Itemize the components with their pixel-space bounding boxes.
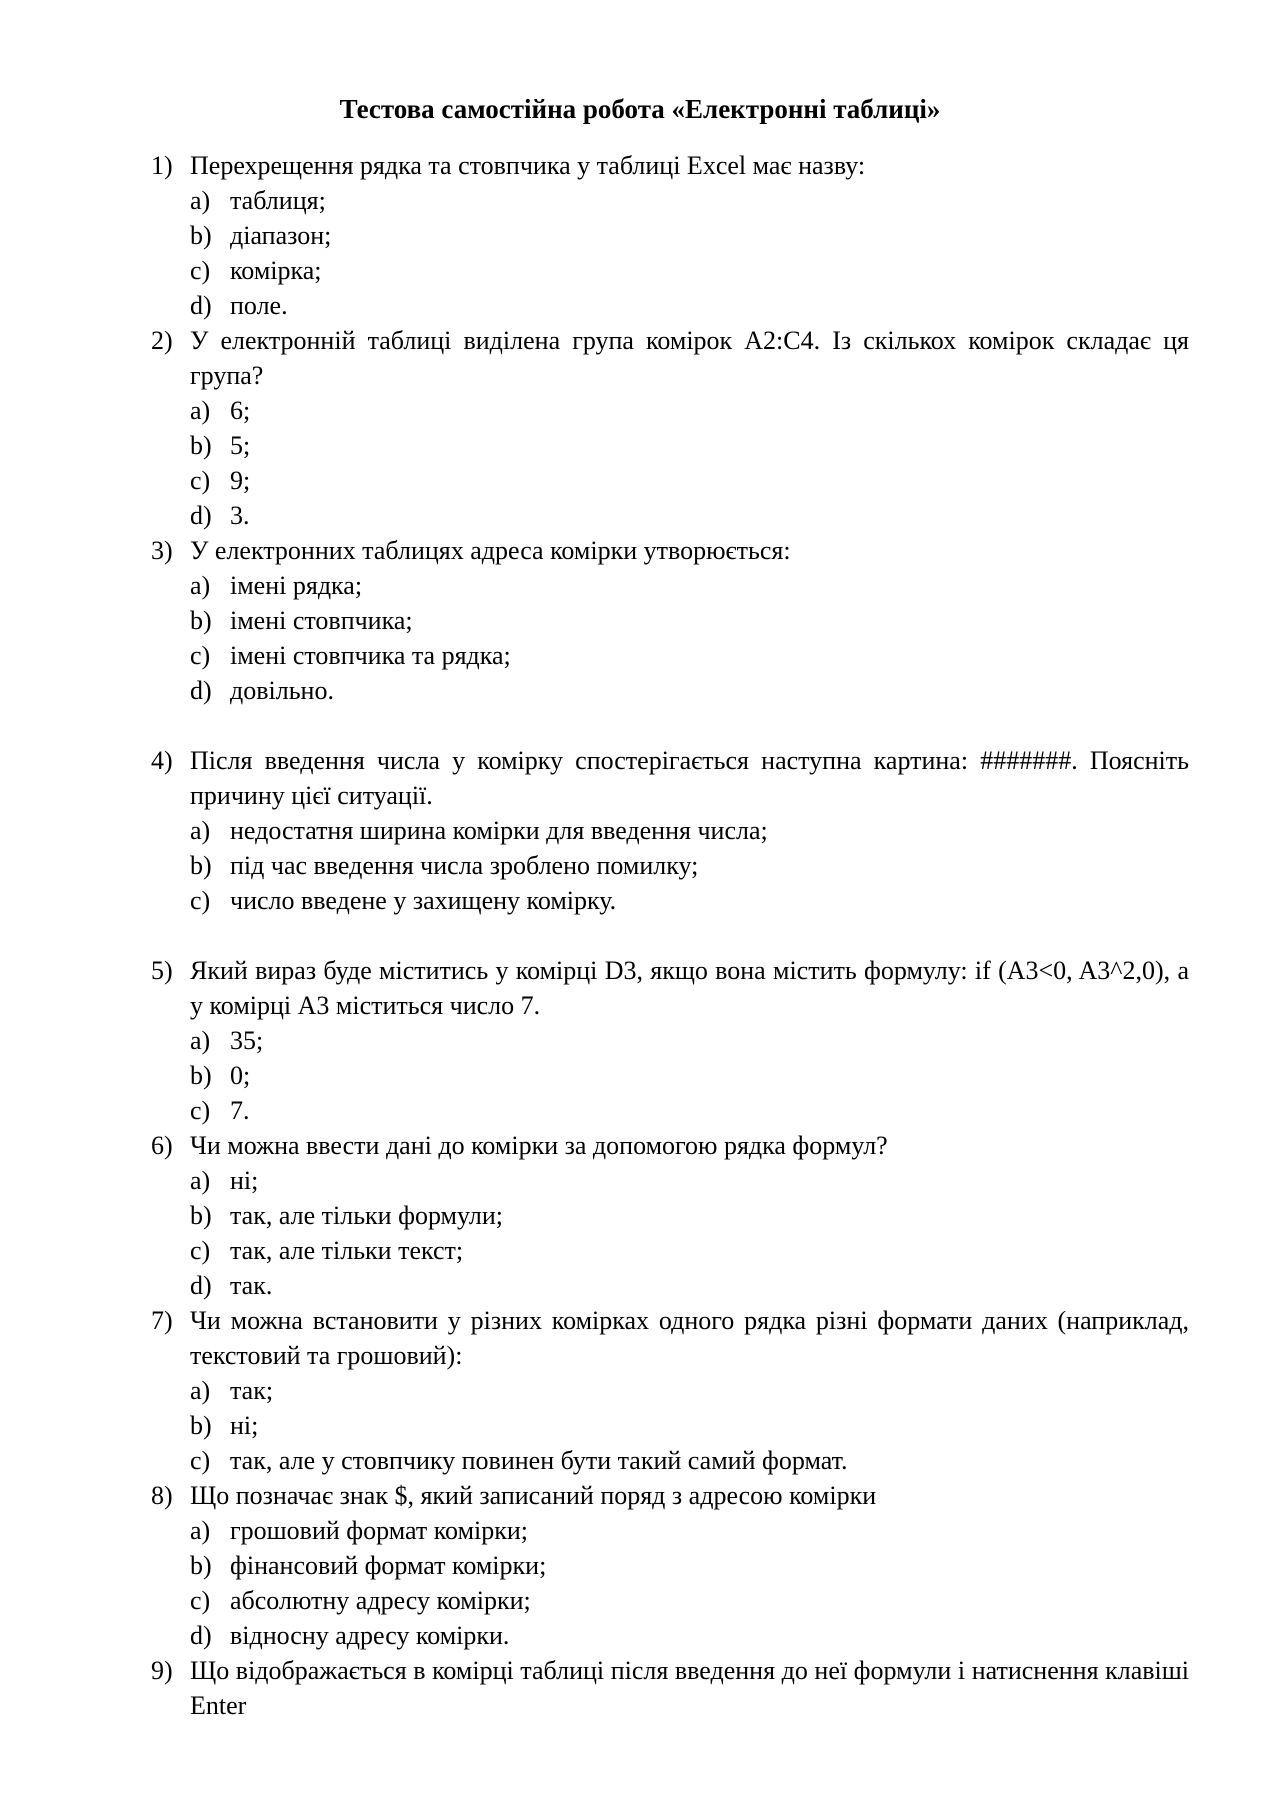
- answer-option: [190, 1618, 1189, 1653]
- option-letter: d): [190, 291, 212, 320]
- question-6: [151, 1128, 1189, 1303]
- answer-option: [190, 1163, 1189, 1198]
- question-text: Що відображається в комірці таблиці після введення до неї формули і натиснення клавіші Enter: [190, 1656, 1189, 1720]
- option-text: 7.: [230, 1096, 250, 1125]
- option-letter: c): [190, 1236, 211, 1265]
- option-text: відносну адресу комірки.: [230, 1621, 510, 1650]
- question-text: Після введення числа у комірку спостерігається наступна картина: #######. Поясніть причину цієї ситуації.: [190, 746, 1189, 810]
- question-text: Що позначає знак $, який записаний поряд з адресою комірки: [190, 1481, 877, 1510]
- answer-option: [190, 428, 1189, 463]
- question-number: 1): [151, 151, 173, 180]
- option-letter: b): [190, 1061, 212, 1090]
- option-text: фінансовий формат комірки;: [230, 1551, 547, 1580]
- question-8: [151, 1478, 1189, 1653]
- option-letter: a): [190, 571, 211, 600]
- answer-option: [190, 848, 1189, 883]
- option-text: ні;: [230, 1166, 259, 1195]
- option-text: грошовий формат комірки;: [230, 1516, 529, 1545]
- option-text: діапазон;: [230, 221, 332, 250]
- option-letter: d): [190, 1621, 212, 1650]
- question-1: [151, 148, 1189, 323]
- option-text: 0;: [230, 1061, 251, 1090]
- answer-option: [190, 1058, 1189, 1093]
- question-4: [151, 743, 1189, 918]
- option-text: імені стовпчика та рядка;: [230, 641, 511, 670]
- option-letter: a): [190, 1166, 211, 1195]
- option-text: комірка;: [230, 256, 322, 285]
- option-letter: b): [190, 1411, 212, 1440]
- answer-option: [190, 883, 1189, 918]
- answer-option: [190, 638, 1189, 673]
- option-letter: c): [190, 466, 211, 495]
- option-letter: d): [190, 1271, 212, 1300]
- question-text: Чи можна ввести дані до комірки за допомогою рядка формул?: [190, 1131, 888, 1160]
- answer-option: [190, 498, 1189, 533]
- option-text: 5;: [230, 431, 251, 460]
- question-number: 5): [151, 956, 173, 985]
- answer-option: [190, 463, 1189, 498]
- answer-option: [190, 1198, 1189, 1233]
- option-text: так.: [230, 1271, 273, 1300]
- option-text: так, але тільки формули;: [230, 1201, 503, 1230]
- option-text: число введене у захищену комірку.: [230, 886, 617, 915]
- option-text: так;: [230, 1376, 274, 1405]
- answer-options: [190, 1163, 1189, 1303]
- answer-option: [190, 1023, 1189, 1058]
- option-letter: a): [190, 816, 211, 845]
- answer-options: [190, 183, 1189, 323]
- answer-option: [190, 813, 1189, 848]
- option-letter: c): [190, 641, 211, 670]
- option-letter: a): [190, 396, 211, 425]
- option-letter: c): [190, 1096, 211, 1125]
- question-number: 6): [151, 1131, 173, 1160]
- blank-line: [151, 708, 1189, 743]
- option-letter: a): [190, 1376, 211, 1405]
- option-letter: b): [190, 606, 212, 635]
- answer-option: [190, 1548, 1189, 1583]
- question-number: 4): [151, 746, 173, 775]
- answer-option: [190, 1268, 1189, 1303]
- option-letter: a): [190, 1026, 211, 1055]
- answer-option: [190, 1233, 1189, 1268]
- question-number: 2): [151, 326, 173, 355]
- question-2: [151, 323, 1189, 533]
- question-text: Чи можна встановити у різних комірках одного рядка різні формати даних (наприклад, текстовий та грошовий):: [190, 1306, 1189, 1370]
- question-text: У електронній таблиці виділена група комірок А2:С4. Із скількох комірок складає ця група?: [190, 326, 1189, 390]
- option-text: імені стовпчика;: [230, 606, 413, 635]
- question-9: [151, 1653, 1189, 1723]
- question-number: 8): [151, 1481, 173, 1510]
- option-letter: b): [190, 851, 212, 880]
- answer-options: [190, 1373, 1189, 1478]
- answer-option: [190, 288, 1189, 323]
- answer-option: [190, 1443, 1189, 1478]
- answer-option: [190, 1093, 1189, 1128]
- page-title: Тестова самостійна робота «Електронні таблиці»: [339, 94, 941, 124]
- answer-option: [190, 568, 1189, 603]
- option-letter: b): [190, 431, 212, 460]
- answer-options: [190, 1513, 1189, 1653]
- option-letter: c): [190, 256, 211, 285]
- blank-line: [151, 918, 1189, 953]
- option-text: імені рядка;: [230, 571, 363, 600]
- option-text: 35;: [230, 1026, 264, 1055]
- option-text: недостатня ширина комірки для введення числа;: [230, 816, 768, 845]
- question-number: 9): [151, 1656, 173, 1685]
- option-text: абсолютну адресу комірки;: [230, 1586, 531, 1615]
- option-text: довільно.: [230, 676, 334, 705]
- option-text: таблиця;: [230, 186, 326, 215]
- answer-option: [190, 673, 1189, 708]
- option-letter: d): [190, 676, 212, 705]
- option-letter: b): [190, 1551, 212, 1580]
- option-letter: c): [190, 886, 211, 915]
- answer-option: [190, 1408, 1189, 1443]
- answer-option: [190, 1373, 1189, 1408]
- option-text: так, але у стовпчику повинен бути такий самий формат.: [230, 1446, 848, 1475]
- option-letter: b): [190, 221, 212, 250]
- answer-option: [190, 603, 1189, 638]
- question-number: 3): [151, 536, 173, 565]
- option-letter: a): [190, 1516, 211, 1545]
- option-text: 3.: [230, 501, 250, 530]
- option-letter: c): [190, 1446, 211, 1475]
- option-letter: b): [190, 1201, 212, 1230]
- answer-option: [190, 218, 1189, 253]
- question-text: У електронних таблицях адреса комірки утворюється:: [190, 536, 791, 565]
- option-text: ні;: [230, 1411, 259, 1440]
- question-5: [151, 953, 1189, 1128]
- answer-option: [190, 1583, 1189, 1618]
- option-text: поле.: [230, 291, 288, 320]
- question-text: Перехрещення рядка та стовпчика у таблиці Excel має назву:: [190, 151, 866, 180]
- option-letter: a): [190, 186, 211, 215]
- question-text: Який вираз буде міститись у комірці D3, якщо вона містить формулу: if (A3<0, A3^2,0), а у комірці А3 міститься число 7.: [190, 956, 1189, 1020]
- option-text: під час введення числа зроблено помилку;: [230, 851, 699, 880]
- option-text: так, але тільки текст;: [230, 1236, 464, 1265]
- option-letter: d): [190, 501, 212, 530]
- answer-options: [190, 393, 1189, 533]
- question-7: [151, 1303, 1189, 1478]
- option-text: 6;: [230, 396, 251, 425]
- question-number: 7): [151, 1306, 173, 1335]
- answer-options: [190, 568, 1189, 708]
- option-letter: c): [190, 1586, 211, 1615]
- answer-option: [190, 183, 1189, 218]
- answer-options: [190, 813, 1189, 918]
- answer-option: [190, 393, 1189, 428]
- question-3: [151, 533, 1189, 708]
- answer-options: [190, 1023, 1189, 1128]
- answer-option: [190, 253, 1189, 288]
- option-text: 9;: [230, 466, 251, 495]
- answer-option: [190, 1513, 1189, 1548]
